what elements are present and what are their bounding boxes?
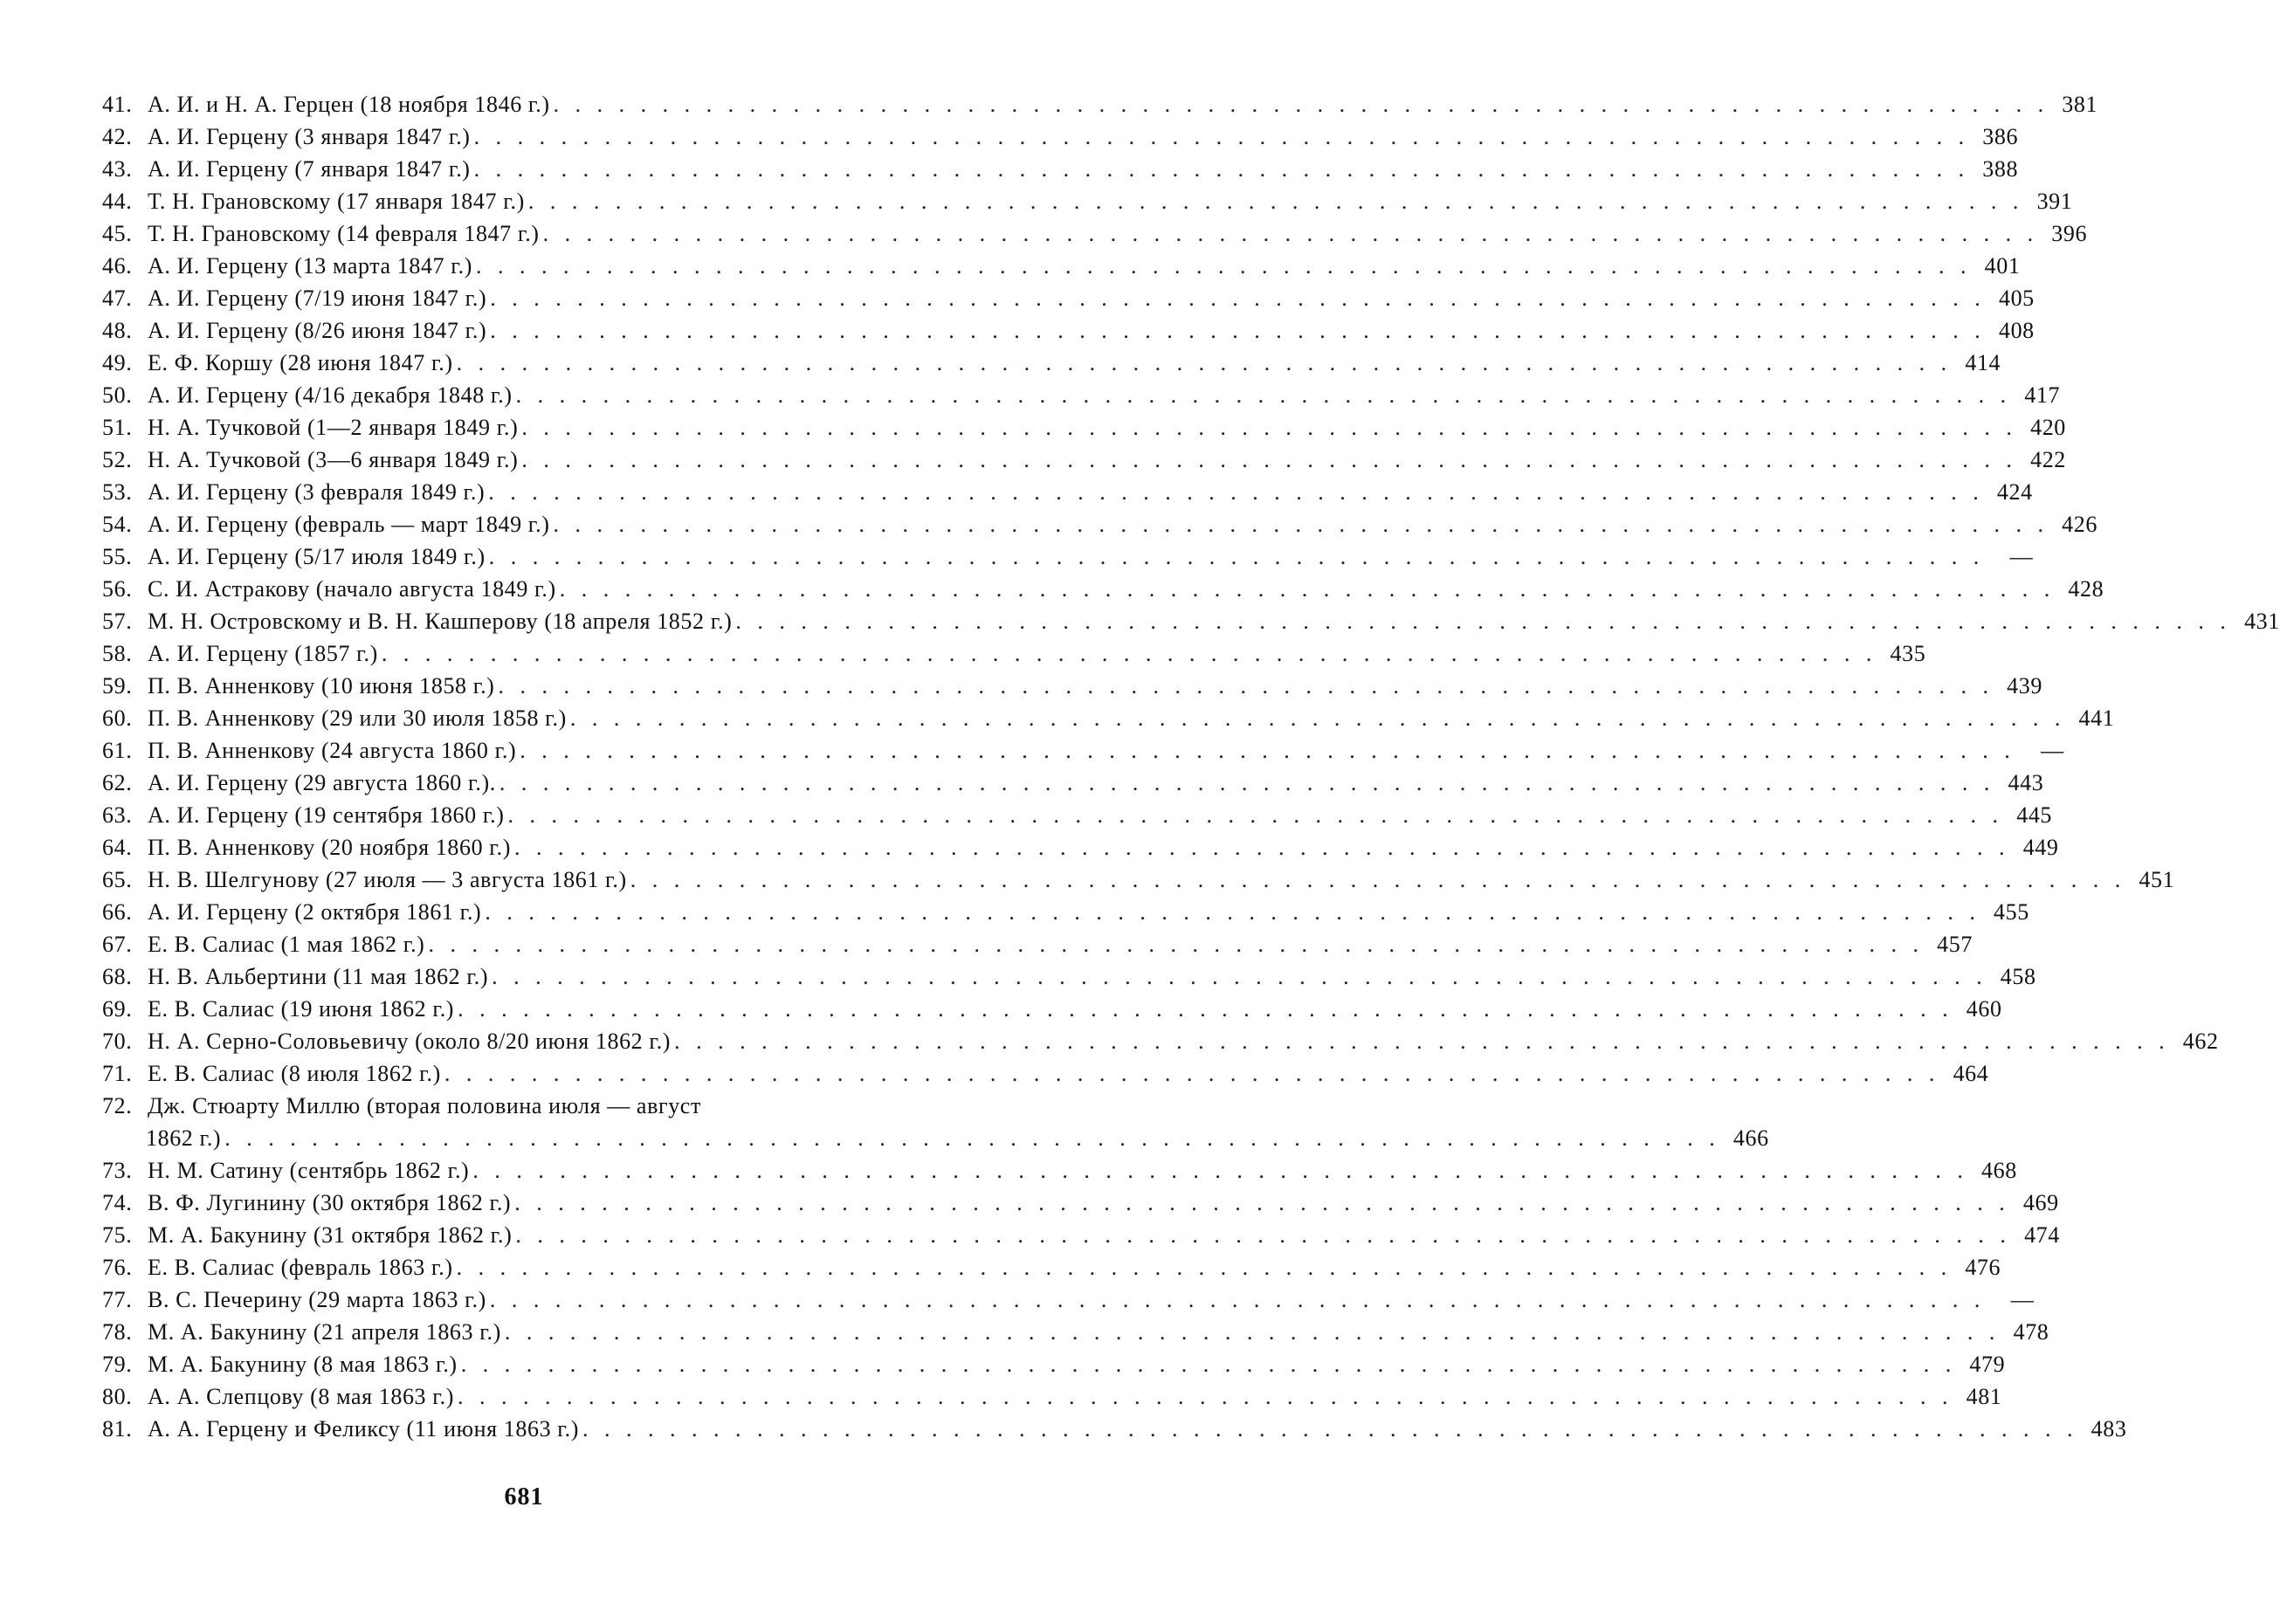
entry-number: 81. xyxy=(102,1416,133,1442)
entry-title: М. Н. Островскому и В. Н. Кашперову (18 апреля 1852 г.) xyxy=(148,609,733,634)
entry-number: 73. xyxy=(102,1158,133,1183)
entry-page: 474 xyxy=(2024,1222,2060,1248)
entry-page: 439 xyxy=(2007,673,2042,698)
entry-page: 408 xyxy=(1998,318,2035,343)
entry-title: Е. В. Салиас (февраль 1863 г.) xyxy=(148,1255,453,1280)
entry-page: 405 xyxy=(1998,286,2035,311)
entry-number: 71. xyxy=(102,1061,133,1086)
entry-title: Н. М. Сатину (сентябрь 1862 г.) xyxy=(148,1158,470,1183)
dot-leader xyxy=(554,88,2049,120)
entry-number: 41. xyxy=(102,92,133,117)
dot-leader xyxy=(485,896,1980,928)
dot-leader xyxy=(458,1380,1953,1413)
entry-title: А. И. и Н. А. Герцен (18 ноября 1846 г.) xyxy=(148,92,550,117)
toc-entry xyxy=(102,993,2002,1025)
toc-entry xyxy=(102,960,2036,993)
table-of-contents xyxy=(102,88,2280,1445)
entry-page: 424 xyxy=(1996,479,2033,505)
dot-leader xyxy=(516,379,2012,411)
entry-page: 451 xyxy=(2139,867,2175,892)
dot-leader xyxy=(508,799,2004,831)
entry-number: 57. xyxy=(102,609,133,634)
entry-title: А. А. Герцену и Феликсу (11 июня 1863 г.) xyxy=(148,1416,579,1442)
entry-page: 386 xyxy=(1982,124,2019,149)
dot-leader xyxy=(488,476,1984,508)
dot-leader xyxy=(224,1122,1720,1154)
entry-number: 77. xyxy=(102,1287,133,1312)
entry-page: 417 xyxy=(2024,382,2061,408)
toc-entry xyxy=(102,250,2021,282)
entry-title: П. В. Анненкову (20 ноября 1860 г.) xyxy=(148,835,511,860)
entry-number: 49. xyxy=(102,350,133,375)
entry-title: А. И. Герцену (1857 г.) xyxy=(148,641,378,666)
toc-entry xyxy=(102,1380,2002,1413)
entry-title-continued: 1862 г.) xyxy=(146,1125,222,1151)
entry-number: 80. xyxy=(102,1384,133,1409)
dot-leader xyxy=(428,928,1924,960)
dot-leader xyxy=(521,411,2017,444)
entry-page: 431 xyxy=(2244,609,2280,634)
entry-page: 381 xyxy=(2062,92,2098,117)
entry-number: 53. xyxy=(102,479,133,505)
toc-entry xyxy=(102,1348,2006,1380)
dot-leader xyxy=(474,120,1970,153)
entry-page: 464 xyxy=(1953,1061,1989,1086)
entry-page: 391 xyxy=(2036,189,2073,214)
entry-page: 460 xyxy=(1966,996,2002,1022)
toc-entry xyxy=(102,185,2073,217)
dot-leader xyxy=(461,1348,1957,1380)
entry-number: 43. xyxy=(102,156,133,182)
toc-entry xyxy=(102,1283,2035,1316)
dot-leader xyxy=(490,282,1986,314)
toc-entry xyxy=(102,1154,2017,1187)
entry-title: Т. Н. Грановскому (17 января 1847 г.) xyxy=(148,189,525,214)
toc-entry xyxy=(102,379,2061,411)
entry-title: А. И. Герцену (3 января 1847 г.) xyxy=(148,124,471,149)
entry-number: 42. xyxy=(102,124,133,149)
entry-page: 481 xyxy=(1966,1384,2002,1409)
entry-page: 457 xyxy=(1937,932,1973,957)
dot-leader xyxy=(521,444,2017,476)
entry-title: А. И. Герцену (13 марта 1847 г.) xyxy=(148,253,472,279)
entry-page: 445 xyxy=(2016,802,2053,828)
entry-page: 401 xyxy=(1984,253,2021,279)
dot-leader xyxy=(514,831,2010,864)
entry-title: М. А. Бакунину (31 октября 1862 г.) xyxy=(148,1222,513,1248)
entry-number: 61. xyxy=(102,738,133,763)
entry-number: 72. xyxy=(102,1093,133,1118)
entry-number: 48. xyxy=(102,318,133,343)
toc-entry xyxy=(102,411,2066,444)
toc-entry xyxy=(102,444,2066,476)
toc-entry xyxy=(102,153,2019,185)
dot-leader xyxy=(457,347,1953,379)
dot-leader xyxy=(515,1219,2011,1251)
entry-page: 435 xyxy=(1890,641,1926,666)
dot-leader xyxy=(570,702,2066,734)
dot-leader xyxy=(498,670,1994,702)
dot-leader xyxy=(553,508,2049,540)
entry-number: 59. xyxy=(102,673,133,698)
entry-title: А. И. Герцену (7 января 1847 г.) xyxy=(148,156,471,182)
dot-leader xyxy=(474,153,1970,185)
entry-number: 56. xyxy=(102,576,133,602)
dot-leader xyxy=(490,1283,1986,1316)
dot-leader xyxy=(444,1057,1940,1090)
entry-number: 47. xyxy=(102,286,133,311)
toc-entry xyxy=(102,1316,2049,1348)
entry-title: Дж. Стюарту Миллю (вторая половина июля — август xyxy=(148,1093,701,1118)
dot-leader xyxy=(674,1025,2170,1057)
entry-number: 78. xyxy=(102,1319,133,1345)
entry-number: 54. xyxy=(102,512,133,537)
dot-leader xyxy=(499,767,1995,799)
dot-leader xyxy=(489,540,1985,573)
toc-entry xyxy=(102,347,2001,379)
entry-title: М. А. Бакунину (8 мая 1863 г.) xyxy=(148,1352,458,1377)
entry-number: 75. xyxy=(102,1222,133,1248)
entry-page: 458 xyxy=(2000,964,2036,989)
entry-title: Е. Ф. Коршу (28 июня 1847 г.) xyxy=(148,350,453,375)
dot-leader xyxy=(543,217,2039,250)
dot-leader xyxy=(490,314,1986,347)
entry-title: Н. В. Шелгунову (27 июля — 3 августа 1861 г.) xyxy=(148,867,627,892)
entry-number: 55. xyxy=(102,544,133,569)
toc-entry xyxy=(102,1090,1769,1154)
toc-entry xyxy=(102,282,2035,314)
toc-entry xyxy=(102,928,1973,960)
dot-leader xyxy=(492,960,1987,993)
toc-entry xyxy=(102,314,2035,347)
toc-entry xyxy=(102,1251,2001,1283)
entry-number: 58. xyxy=(102,641,133,666)
toc-entry xyxy=(102,508,2097,540)
entry-number: 65. xyxy=(102,867,133,892)
entry-number: 63. xyxy=(102,802,133,828)
entry-title: Е. В. Салиас (19 июня 1862 г.) xyxy=(148,996,455,1022)
entry-title: А. И. Герцену (5/17 июля 1849 г.) xyxy=(148,544,486,569)
entry-page: 466 xyxy=(1732,1125,1769,1151)
entry-title: А. И. Герцену (4/16 декабря 1848 г.) xyxy=(148,382,513,408)
entry-number: 46. xyxy=(102,253,133,279)
entry-page: 422 xyxy=(2030,447,2066,472)
entry-number: 68. xyxy=(102,964,133,989)
entry-page: — xyxy=(2010,1287,2035,1312)
entry-title: П. В. Анненкову (29 или 30 июля 1858 г.) xyxy=(148,705,567,731)
entry-number: 60. xyxy=(102,705,133,731)
entry-number: 79. xyxy=(102,1352,133,1377)
entry-page: 396 xyxy=(2051,221,2088,246)
entry-title: А. И. Герцену (8/26 июня 1847 г.) xyxy=(148,318,487,343)
entry-page: 483 xyxy=(2091,1416,2127,1442)
entry-title: Е. В. Салиас (8 июля 1862 г.) xyxy=(148,1061,441,1086)
toc-entry xyxy=(102,799,2053,831)
entry-title: В. С. Печерину (29 марта 1863 г.) xyxy=(148,1287,486,1312)
toc-entry xyxy=(102,605,2280,637)
toc-entry xyxy=(102,767,2044,799)
dot-leader xyxy=(560,573,2056,605)
toc-entry xyxy=(102,573,2104,605)
entry-page: 468 xyxy=(1981,1158,2017,1183)
entry-number: 64. xyxy=(102,835,133,860)
entry-title: С. И. Астракову (начало августа 1849 г.) xyxy=(148,576,556,602)
toc-entry xyxy=(102,1057,1989,1090)
entry-number: 76. xyxy=(102,1255,133,1280)
entry-page: 428 xyxy=(2068,576,2104,602)
entry-page: 441 xyxy=(2078,705,2115,731)
entry-number: 50. xyxy=(102,382,133,408)
entry-title: Н. А. Серно-Соловьевичу (около 8/20 июня 1862 г.) xyxy=(148,1029,672,1054)
toc-entry xyxy=(102,120,2019,153)
entry-page: 462 xyxy=(2182,1029,2219,1054)
dot-leader xyxy=(472,1154,1968,1187)
entry-page: — xyxy=(2041,738,2064,763)
entry-number: 51. xyxy=(102,415,133,440)
entry-title: Н. В. Альбертини (11 мая 1862 г.) xyxy=(148,964,489,989)
toc-entry xyxy=(102,864,2175,896)
entry-title: М. А. Бакунину (21 апреля 1863 г.) xyxy=(148,1319,501,1345)
dot-leader xyxy=(630,864,2126,896)
entry-page: 426 xyxy=(2062,512,2097,537)
entry-title: А. И. Герцену (19 сентября 1860 г.) xyxy=(148,802,505,828)
toc-entry xyxy=(102,1025,2219,1057)
dot-leader xyxy=(520,734,2015,767)
entry-title: П. В. Анненкову (10 июня 1858 г.) xyxy=(148,673,495,698)
dot-leader xyxy=(457,1251,1953,1283)
dot-leader xyxy=(505,1316,2001,1348)
entry-page: 420 xyxy=(2030,415,2066,440)
entry-page: 479 xyxy=(1969,1352,2006,1377)
dot-leader xyxy=(528,185,2024,217)
toc-entry xyxy=(102,1187,2059,1219)
toc-entry xyxy=(102,88,2098,120)
entry-title: Е. В. Салиас (1 мая 1862 г.) xyxy=(148,932,425,957)
toc-entry xyxy=(102,217,2088,250)
entry-title: П. В. Анненкову (24 августа 1860 г.) xyxy=(148,738,517,763)
toc-entry xyxy=(102,734,2064,767)
entry-page: 388 xyxy=(1982,156,2019,182)
entry-title: Н. А. Тучковой (3—6 января 1849 г.) xyxy=(148,447,519,472)
entry-number: 62. xyxy=(102,770,133,795)
entry-number: 52. xyxy=(102,447,133,472)
entry-title: Н. А. Тучковой (1—2 января 1849 г.) xyxy=(148,415,519,440)
entry-number: 70. xyxy=(102,1029,133,1054)
dot-leader xyxy=(382,637,1877,670)
entry-title: В. Ф. Лугинину (30 октября 1862 г.) xyxy=(148,1190,512,1215)
entry-page: 443 xyxy=(2008,770,2044,795)
entry-page: 469 xyxy=(2022,1190,2059,1215)
entry-number: 69. xyxy=(102,996,133,1022)
entry-title: А. А. Слепцову (8 мая 1863 г.) xyxy=(148,1384,454,1409)
toc-entry xyxy=(102,896,2029,928)
entry-title: А. И. Герцену (3 февраля 1849 г.) xyxy=(148,479,486,505)
toc-entry xyxy=(102,637,1926,670)
dot-leader xyxy=(476,250,1972,282)
entry-page: 414 xyxy=(1965,350,2001,375)
dot-leader xyxy=(514,1187,2010,1219)
toc-entry xyxy=(102,476,2033,508)
entry-number: 67. xyxy=(102,932,133,957)
toc-entry xyxy=(102,1219,2060,1251)
toc-entry xyxy=(102,702,2115,734)
entry-title: А. И. Герцену (2 октября 1861 г.) xyxy=(148,899,482,925)
dot-leader xyxy=(582,1413,2078,1445)
entry-page: — xyxy=(2009,544,2034,569)
toc-entry xyxy=(102,670,2042,702)
entry-page: 476 xyxy=(1965,1255,2001,1280)
entry-title: Т. Н. Грановскому (14 февраля 1847 г.) xyxy=(148,221,540,246)
entry-page: 449 xyxy=(2022,835,2059,860)
entry-title: А. И. Герцену (7/19 июня 1847 г.) xyxy=(148,286,487,311)
entry-page: 478 xyxy=(2013,1319,2049,1345)
entry-number: 66. xyxy=(102,899,133,925)
dot-leader xyxy=(735,605,2231,637)
entry-title: А. И. Герцену (февраль — март 1849 г.) xyxy=(148,512,550,537)
entry-number: 74. xyxy=(102,1190,133,1215)
page-number: 681 xyxy=(504,1483,544,1510)
entry-number: 44. xyxy=(102,189,133,214)
toc-entry xyxy=(102,540,2034,573)
toc-entry xyxy=(102,831,2059,864)
dot-leader xyxy=(458,993,1953,1025)
entry-page: 455 xyxy=(1994,899,2029,925)
entry-number: 45. xyxy=(102,221,133,246)
entry-title: А. И. Герцену (29 августа 1860 г.). xyxy=(148,770,496,795)
toc-entry xyxy=(102,1413,2127,1445)
